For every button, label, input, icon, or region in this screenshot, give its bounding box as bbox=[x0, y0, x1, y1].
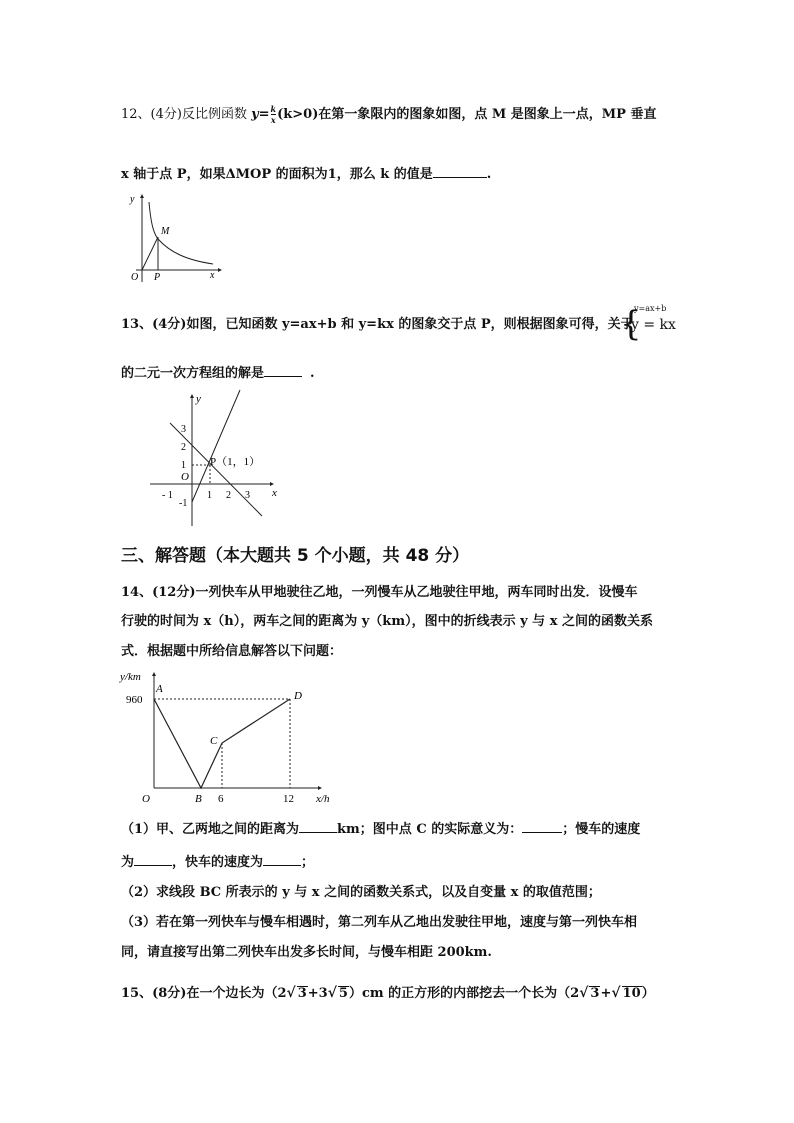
q12-line2 bbox=[121, 165, 491, 184]
q13-answer-blank[interactable] bbox=[264, 364, 302, 377]
q14-p1-text-d: 为 bbox=[121, 855, 135, 870]
q15-text-c: ） bbox=[641, 986, 655, 1001]
q14-line2: 行驶的时间为 x（h），两车之间的距离为 y（km），图中的折线表示 y 与 x 之间的函数关系 bbox=[121, 614, 653, 629]
q12-segment-om bbox=[142, 237, 158, 270]
q13-label-y: y bbox=[196, 393, 201, 405]
q14-label-b: B bbox=[195, 793, 202, 805]
q12-condition: (k>0) bbox=[277, 107, 319, 122]
q13-eq-bottom: y = kx bbox=[631, 317, 676, 333]
q12-answer-blank[interactable] bbox=[433, 165, 487, 178]
q13-label-p: P（1，1） bbox=[210, 456, 261, 468]
q14-part3-line2: 同，请直接写出第二列快车出发多长时间，与慢车相距 200km. bbox=[121, 945, 492, 960]
sqrt-icon: √ bbox=[579, 985, 589, 1001]
q13-x-arrow bbox=[270, 482, 274, 486]
q14-blank-point-c[interactable] bbox=[522, 820, 562, 833]
q14-label-960: 960 bbox=[126, 694, 143, 706]
q14-line3: 式．根据题中所给信息解答以下问题： bbox=[121, 644, 343, 659]
q14-blank-fast-speed[interactable] bbox=[263, 853, 301, 866]
q14-line1: 14、(12分)一列快车从甲地驶往乙地，一列慢车从乙地驶往甲地，两车同时出发．设慢车 bbox=[121, 585, 638, 600]
q14-label-a: A bbox=[156, 683, 163, 695]
q15-line1 bbox=[121, 984, 655, 1003]
q13-line-kx bbox=[192, 390, 240, 502]
q13-label-x: x bbox=[272, 487, 277, 499]
q13-tick-y-minus1: -1 bbox=[179, 498, 188, 509]
q14-label-o: O bbox=[142, 793, 150, 805]
q13-tick-y1: 1 bbox=[181, 460, 186, 471]
q13-line1 bbox=[121, 316, 634, 334]
q13-tick-x1: 1 bbox=[207, 490, 212, 501]
q13-label-o: O bbox=[181, 471, 189, 483]
q12-fraction bbox=[271, 104, 277, 125]
q14-label-6: 6 bbox=[218, 793, 224, 805]
q13-tick-x-minus1: - 1 bbox=[162, 490, 173, 501]
q15-text-b: ）cm 的正方形的内部挖去一个长为（2 bbox=[348, 986, 580, 1001]
q14-p1-text-a: （1）甲、乙两地之间的距离为 bbox=[121, 822, 300, 837]
q13-eq-top: y=ax+b bbox=[634, 304, 667, 313]
q12-figure bbox=[118, 190, 228, 286]
q15-plus: + bbox=[600, 986, 612, 1001]
q14-part2: （2）求线段 BC 所表示的 y 与 x 之间的函数关系式，以及自变量 x 的取值范围； bbox=[121, 885, 601, 900]
q12-label-p: P bbox=[154, 272, 161, 283]
q12-label-y: y bbox=[130, 194, 135, 205]
q14-blank-distance[interactable] bbox=[299, 820, 337, 833]
q13-equation-system bbox=[620, 304, 680, 346]
q15-plus3: +3 bbox=[307, 986, 328, 1001]
q14-part1-line2 bbox=[121, 853, 314, 872]
q15-text-a: 15、(8分)在一个边长为（2 bbox=[121, 986, 287, 1001]
period: . bbox=[310, 366, 315, 381]
q12-text2: x 轴于点 P，如果ΔMOP 的面积为1，那么 k 的值是 bbox=[121, 167, 433, 182]
q15-radicand-10: 10 bbox=[622, 986, 641, 1001]
q13-tick-y3: 3 bbox=[181, 424, 186, 435]
q13-line2 bbox=[121, 364, 315, 383]
fraction-denominator: x bbox=[270, 115, 276, 125]
q14-p1-text-f: ； bbox=[301, 855, 315, 870]
sqrt-icon: √ bbox=[286, 985, 296, 1001]
q13-text: 13、(4分)如图，已知函数 y=ax+b 和 y=kx 的图象交于点 P，则根据图象可得，关于 bbox=[121, 317, 634, 332]
q15-radicand-3b: 3 bbox=[590, 986, 600, 1001]
q13-tick-y2: 2 bbox=[181, 442, 186, 453]
q13-y-arrow bbox=[190, 394, 194, 398]
q14-label-xlabel: x/h bbox=[316, 793, 330, 805]
q14-p1-text-b: km；图中点 C 的实际意义为： bbox=[337, 822, 523, 837]
q13-text2: 的二元一次方程组的解是 bbox=[121, 366, 265, 381]
q12-hyperbola bbox=[149, 202, 213, 264]
q14-label-d: D bbox=[294, 690, 302, 702]
q13-tick-x2: 2 bbox=[226, 490, 231, 501]
q14-label-12: 12 bbox=[283, 793, 294, 805]
q14-y-arrow bbox=[152, 672, 156, 676]
q12-label-o: O bbox=[131, 272, 139, 283]
q14-blank-slow-speed[interactable] bbox=[134, 853, 172, 866]
q14-p1-text-c: ；慢车的速度 bbox=[562, 822, 641, 837]
q14-label-ylabel: y/km bbox=[120, 671, 141, 683]
period: . bbox=[486, 167, 492, 182]
sqrt-icon: √ bbox=[611, 985, 621, 1001]
q13-brace: { bbox=[620, 304, 642, 344]
q12-line1 bbox=[121, 104, 656, 125]
q12-text: 12、(4分)反比例函数 bbox=[121, 107, 252, 122]
q14-label-c: C bbox=[210, 735, 218, 747]
q12-y-arrow bbox=[140, 194, 144, 198]
q14-part1-line1 bbox=[121, 820, 640, 839]
q14-figure bbox=[118, 668, 348, 808]
q14-x-arrow bbox=[318, 786, 322, 790]
q13-tick-x3: 3 bbox=[245, 490, 250, 501]
q12-y-eq: y= bbox=[251, 107, 270, 122]
fraction-numerator: k bbox=[270, 104, 277, 114]
q15-radicand-3: 3 bbox=[297, 986, 307, 1001]
q12-label-m: M bbox=[161, 226, 170, 237]
q14-part3-line1: （3）若在第一列快车与慢车相遇时，第二列车从乙地出发驶往甲地，速度与第一列快车相 bbox=[121, 915, 638, 930]
section-title: 三、解答题（本大题共 5 个小题，共 48 分） bbox=[121, 546, 470, 566]
q12-label-x: x bbox=[210, 270, 215, 281]
q12-x-arrow bbox=[218, 268, 222, 272]
q13-figure bbox=[148, 388, 288, 528]
q14-p1-text-e: ，快车的速度为 bbox=[172, 855, 264, 870]
q15-radicand-5: 5 bbox=[338, 986, 348, 1001]
q12-text-post: 在第一象限内的图象如图，点 M 是图象上一点，MP 垂直 bbox=[318, 107, 657, 122]
sqrt-icon: √ bbox=[327, 985, 337, 1001]
